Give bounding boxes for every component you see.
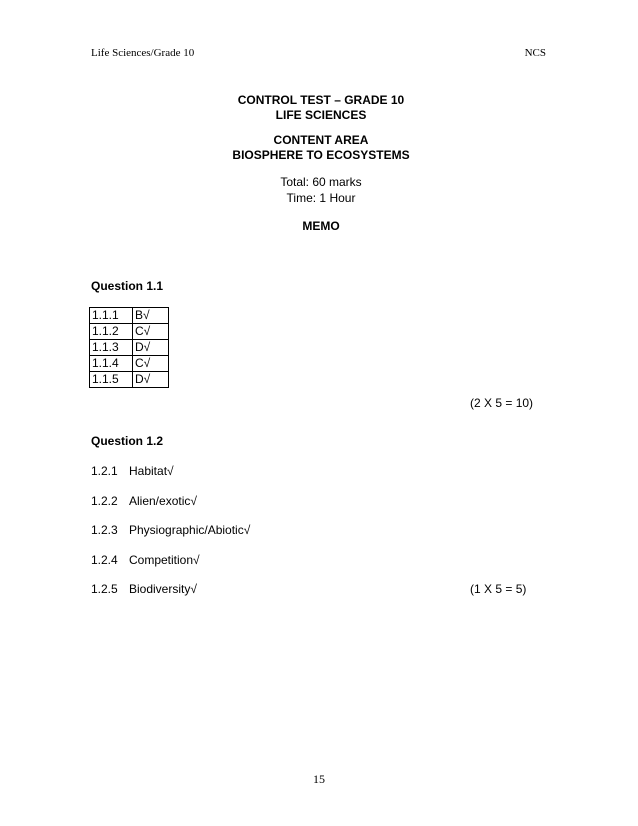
answer-cell: D√ <box>133 372 169 388</box>
answer-text: Competition√ <box>129 553 200 567</box>
question-number: 1.1.1 <box>90 308 133 324</box>
answer-text: Alien/exotic√ <box>129 494 197 508</box>
answer-text: Physiographic/Abiotic√ <box>129 523 251 537</box>
list-item <box>91 494 197 509</box>
question-1-2-heading: Question 1.2 <box>91 434 164 448</box>
list-item <box>91 523 250 538</box>
header-curriculum: NCS <box>524 47 546 59</box>
answer-cell: D√ <box>133 340 169 356</box>
answer-text: Habitat√ <box>129 464 174 478</box>
answer-cell: C√ <box>133 324 169 340</box>
table-row <box>90 356 169 372</box>
question-1-1-marks: (2 X 5 = 10) <box>470 396 534 410</box>
answer-text: Biodiversity√ <box>129 582 197 596</box>
question-number: 1.1.5 <box>90 372 133 388</box>
list-item <box>91 464 174 479</box>
page-number: 15 <box>313 772 325 786</box>
question-number: 1.1.4 <box>90 356 133 372</box>
table-row <box>90 340 169 356</box>
memo-title: MEMO <box>302 219 340 233</box>
question-number: 1.2.1 <box>91 464 118 478</box>
time-allowed: Time: 1 Hour <box>286 191 356 205</box>
question-number: 1.2.5 <box>91 582 118 596</box>
test-title: CONTROL TEST – GRADE 10 <box>237 93 405 107</box>
question-number: 1.2.4 <box>91 553 118 567</box>
question-1-1-answer-table <box>89 307 169 388</box>
list-item <box>91 582 197 597</box>
question-1-1-heading: Question 1.1 <box>91 279 164 293</box>
question-number: 1.2.2 <box>91 494 118 508</box>
list-item <box>91 553 200 568</box>
total-marks: Total: 60 marks <box>280 175 362 189</box>
question-number: 1.1.2 <box>90 324 133 340</box>
question-1-2-marks: (1 X 5 = 5) <box>470 582 527 596</box>
question-number: 1.1.3 <box>90 340 133 356</box>
table-row <box>90 372 169 388</box>
table-row <box>90 324 169 340</box>
table-row <box>90 308 169 324</box>
content-area-label: CONTENT AREA <box>273 133 369 147</box>
question-number: 1.2.3 <box>91 523 118 537</box>
content-area-title: BIOSPHERE TO ECOSYSTEMS <box>232 148 410 162</box>
answer-cell: B√ <box>133 308 169 324</box>
header-subject: Life Sciences/Grade 10 <box>91 47 195 59</box>
subject-title: LIFE SCIENCES <box>275 108 367 122</box>
answer-cell: C√ <box>133 356 169 372</box>
